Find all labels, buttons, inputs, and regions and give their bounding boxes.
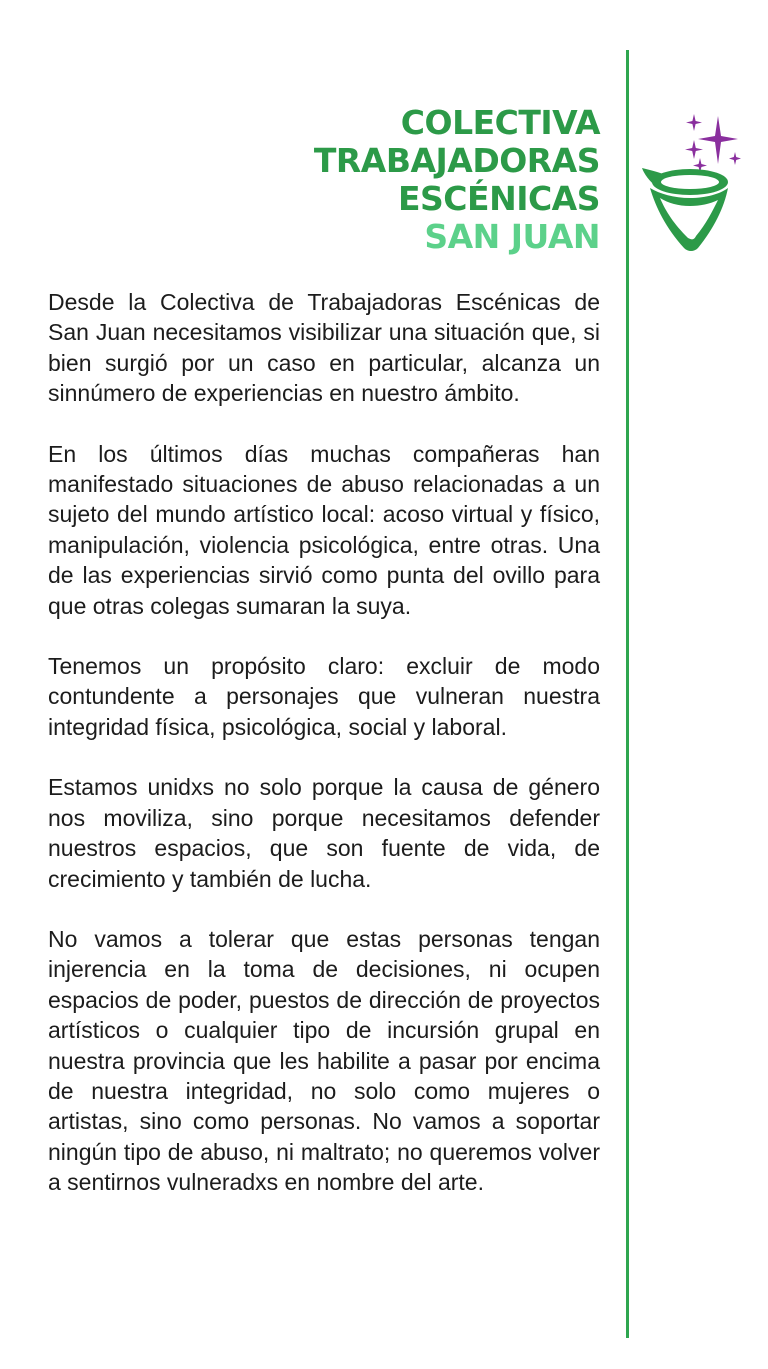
paragraph-2: En los últimos días muchas compañeras han manifestado situaciones de abuso relacionadas a un sujeto del mundo artístico local: acoso virtual y físico, manipulación, violencia psicológica, entre otras. Una de las experiencias sirvió como punta del ovillo para que otras colegas sumaran la suya.: [48, 440, 600, 619]
green-scarf-icon: [642, 168, 728, 251]
green-scarf-with-purple-sparkles-icon: [636, 108, 748, 258]
title-line-2: TRABAJADORAS: [313, 141, 600, 180]
paragraph-4: Estamos unidxs no solo porque la causa de género nos moviliza, sino porque necesitamos defender nuestros espacios, que son fuente de vida, de crecimiento y también de lucha.: [48, 774, 600, 892]
statement-body: [48, 287, 600, 1228]
title-line-3: ESCÉNICAS: [398, 179, 600, 218]
paragraph-3: Tenemos un propósito claro: excluir de modo contundente a personajes que vulneran nuestra integridad física, psicológica, social y laboral.: [48, 653, 600, 740]
organization-title: [314, 104, 600, 256]
logo: [636, 108, 748, 258]
sparkles-icon: [685, 114, 741, 173]
paragraph-5: No vamos a tolerar que estas personas tengan injerencia en la toma de decisiones, ni ocupen espacios de poder, puestos de dirección de proyectos artísticos o cualquier tipo de incursión grupal en nuestra provincia que les habilite a pasar por encima de nuestra integridad, no solo como mujeres o artistas, sino como personas. No vamos a soportar ningún tipo de abuso, ni maltrato; no queremos volver a sentirnos vulneradxs en nombre del arte.: [48, 925, 600, 1196]
vertical-divider-line: [626, 50, 629, 1338]
paragraph-1: Desde la Colectiva de Trabajadoras Escénicas de San Juan necesitamos visibilizar una situación que, si bien surgió por un caso en particular, alcanza un sinnúmero de experiencias en nuestro ámbito.: [48, 289, 600, 407]
title-line-1: COLECTIVA: [400, 103, 600, 142]
title-subtitle: SAN JUAN: [424, 217, 600, 256]
